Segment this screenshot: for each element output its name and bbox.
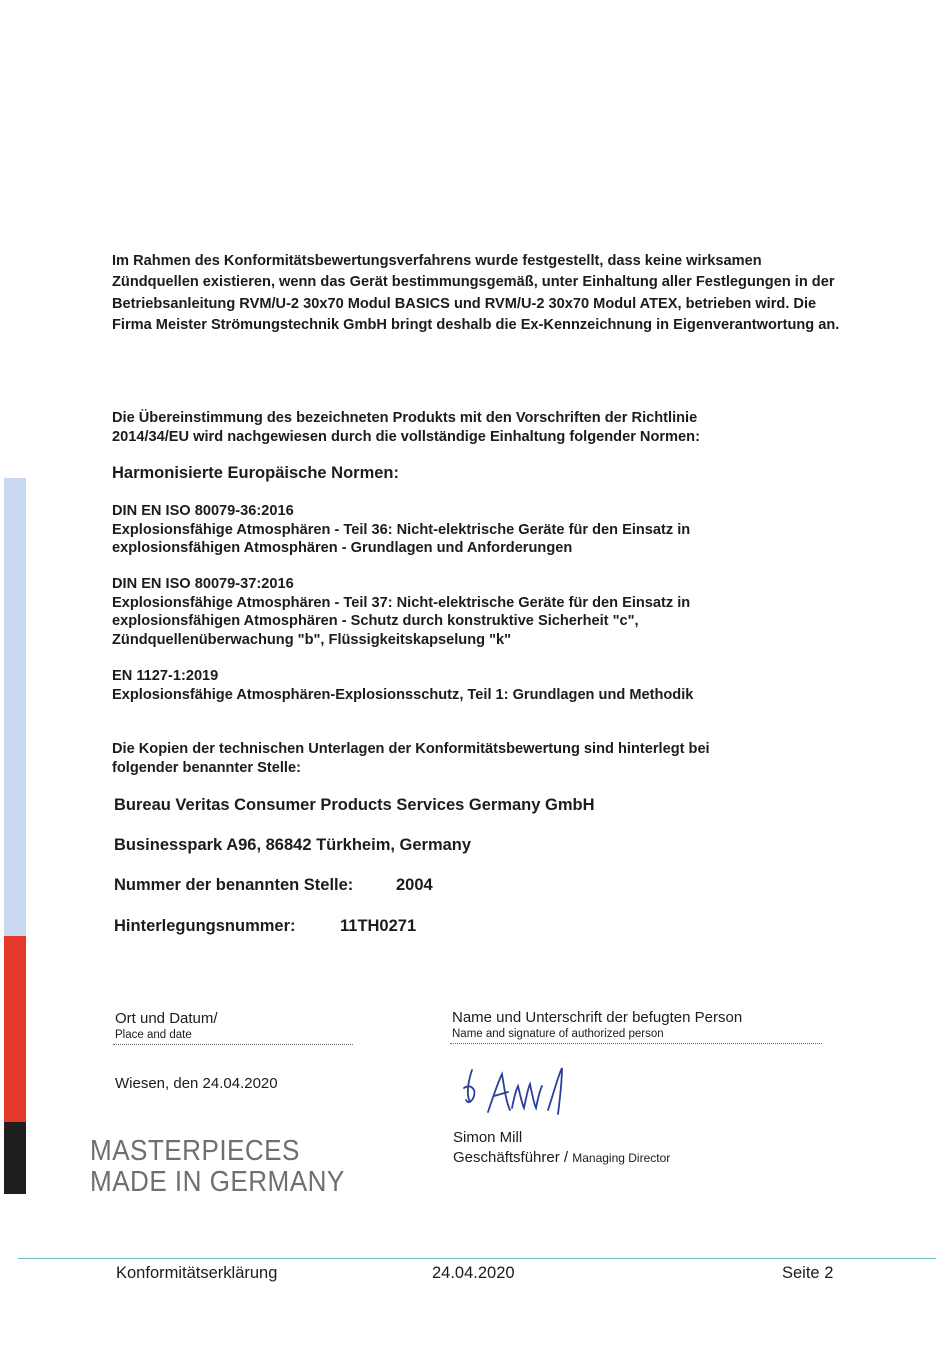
footer-doc-title: Konformitätserklärung xyxy=(116,1264,278,1282)
footer-page-number: Seite 2 xyxy=(782,1264,834,1282)
standards-heading: Harmonisierte Europäische Normen: xyxy=(112,464,399,482)
place-date-label: Ort und Datum/ xyxy=(115,1010,218,1027)
copies-paragraph xyxy=(112,740,852,778)
standard-entry xyxy=(112,667,852,704)
place-date-rule xyxy=(113,1044,353,1045)
brand-tagline-line: MASTERPIECES xyxy=(90,1135,300,1167)
copies-line: folgender benannter Stelle: xyxy=(112,760,301,776)
standard-code: DIN EN ISO 80079-37:2016 xyxy=(112,576,294,592)
name-signature-label: Name und Unterschrift der befugten Person xyxy=(452,1009,743,1026)
notified-body-name: Bureau Veritas Consumer Products Services Germany GmbH xyxy=(114,796,595,814)
place-date-label-en: Place and date xyxy=(115,1029,192,1041)
footer-divider xyxy=(18,1258,936,1259)
standard-code: EN 1127-1:2019 xyxy=(112,668,219,684)
conformity-line: Die Übereinstimmung des bezeichneten Produkts mit den Vorschriften der Richtlinie xyxy=(112,410,698,426)
standard-entry xyxy=(112,502,852,558)
signer-name: Simon Mill xyxy=(453,1129,523,1146)
notified-body-number-row xyxy=(114,876,433,895)
standard-line: explosionsfähigen Atmosphären - Grundlagen und Anforderungen xyxy=(112,540,573,556)
conformity-paragraph xyxy=(112,409,852,447)
conformity-line: 2014/34/EU wird nachgewiesen durch die vollständige Einhaltung folgender Normen: xyxy=(112,429,700,445)
notified-body-number: 2004 xyxy=(396,876,433,894)
brand-tagline-line: MADE IN GERMANY xyxy=(90,1166,345,1198)
deposit-number-label: Hinterlegungsnummer: xyxy=(114,917,296,935)
sidebar-stripe-blue xyxy=(4,478,26,936)
signer-title xyxy=(453,1149,670,1166)
name-signature-rule xyxy=(450,1043,822,1044)
place-date-value: Wiesen, den 24.04.2020 xyxy=(115,1075,278,1092)
standard-entry xyxy=(112,575,852,649)
deposit-number: 11TH0271 xyxy=(340,917,417,935)
signer-title-de: Geschäftsführer / xyxy=(453,1149,573,1166)
standard-line: Zündquellenüberwachung "b", Flüssigkeitskapselung "k" xyxy=(112,631,512,648)
brand-tagline xyxy=(90,1136,345,1198)
intro-paragraph: Im Rahmen des Konformitätsbewertungsverfahrens wurde festgestellt, dass keine wirksamen Zündquellen existieren, wenn das Gerät bestimmungsgemäß, unter Einhaltung aller Festlegungen in der Betriebsanleitung RVM/U-2 30x70 Modul BASICS und RVM/U-2 30x70 Modul ATEX, betrieben wird. Die Firma Meister Strömungstechnik GmbH bringt deshalb die Ex-Kennzeichnung in Eigenverantwortung an. xyxy=(112,253,840,333)
copies-line: Die Kopien der technischen Unterlagen der Konformitätsbewertung sind hinterlegt bei xyxy=(112,741,710,757)
notified-body-address: Businesspark A96, 86842 Türkheim, Germany xyxy=(114,836,472,854)
sidebar-stripe-red xyxy=(4,936,26,1122)
signer-title-en: Managing Director xyxy=(572,1151,671,1165)
sidebar-stripe-dark xyxy=(4,1122,26,1194)
standard-line: explosionsfähigen Atmosphären - Schutz durch konstruktive Sicherheit "c", xyxy=(112,613,639,629)
standard-line: Explosionsfähige Atmosphären-Explosionsschutz, Teil 1: Grundlagen und Methodik xyxy=(112,686,694,703)
notified-body-number-label: Nummer der benannten Stelle: xyxy=(114,876,354,894)
standard-code: DIN EN ISO 80079-36:2016 xyxy=(112,503,294,519)
standard-line: Explosionsfähige Atmosphären - Teil 37: Nicht-elektrische Geräte für den Einsatz in xyxy=(112,594,691,611)
footer-date: 24.04.2020 xyxy=(432,1264,515,1282)
standard-line: Explosionsfähige Atmosphären - Teil 36: Nicht-elektrische Geräte für den Einsatz in xyxy=(112,521,691,538)
name-signature-label-en: Name and signature of authorized person xyxy=(452,1028,664,1040)
handwritten-signature xyxy=(458,1062,578,1120)
deposit-number-row xyxy=(114,917,417,936)
